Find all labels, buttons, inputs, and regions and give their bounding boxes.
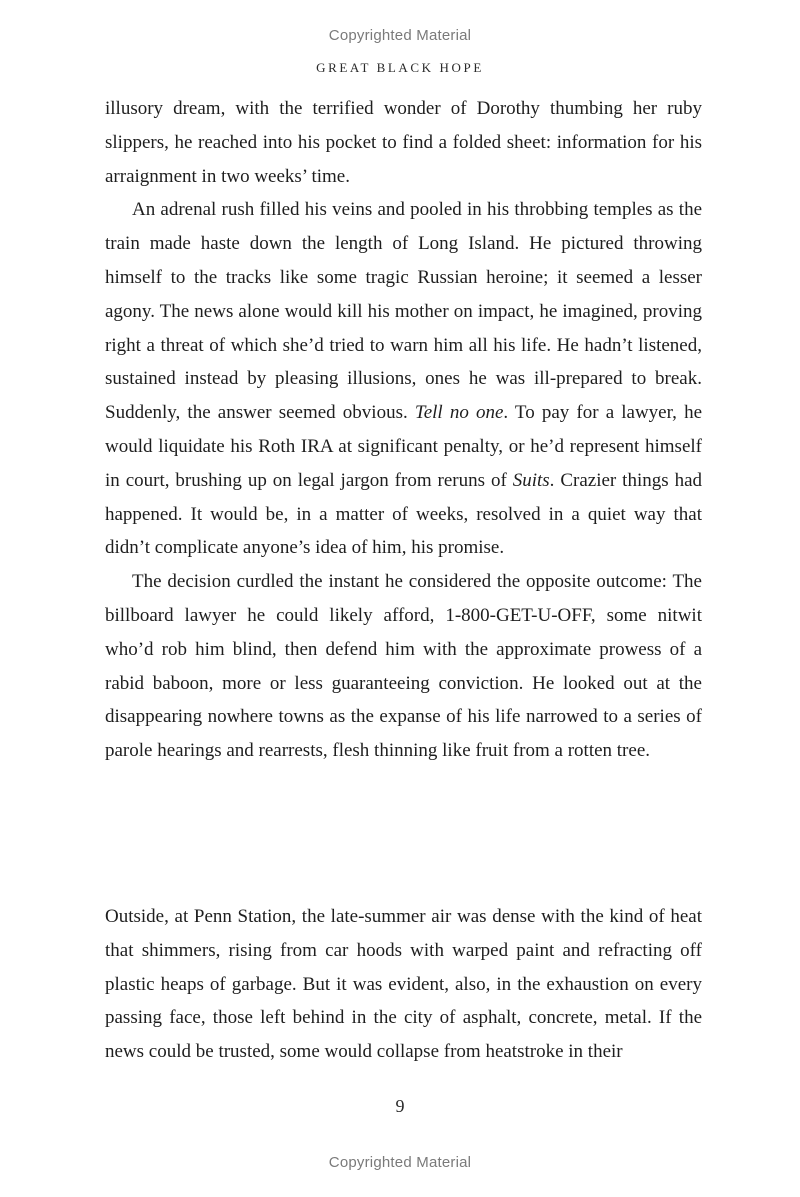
- paragraph-continued: illusory dream, with the terrified wonder of Dorothy thumbing her ruby slippers, he reached into his pocket to find a folded sheet: information for his arraignment in two weeks’ time.: [105, 98, 702, 187]
- paragraph-text: . Crazier things had happened. It would be, in a matter of weeks, resolved in a quiet way that didn’t complicate anyone’s idea of him, his promise.: [105, 469, 702, 559]
- copyright-watermark-bottom: Copyrighted Material: [328, 1154, 472, 1171]
- italic-title: Suits: [512, 469, 550, 491]
- copyright-watermark-top: Copyrighted Material: [328, 27, 472, 44]
- body-text-block: [105, 92, 702, 768]
- body-text-block-section-break: [105, 900, 702, 1069]
- paragraph-text: An adrenal rush filled his veins and pooled in his throbbing temples as the train made haste down the length of Long Island. He pictured throwing himself to the tracks like some tragic Russian heroine; it seemed a lesser agony. The news alone would kill his mother on impact, he imagined, proving right a threat of which she’d tried to warn him all his life. He hadn’t listened, sustained instead by pleasing illusions, ones he was ill-prepared to break. Suddenly, the answer seemed obvious.: [105, 199, 702, 424]
- running-head: GREAT BLACK HOPE: [316, 60, 484, 75]
- paragraph: [105, 193, 702, 565]
- italic-phrase: Tell no one: [414, 402, 504, 424]
- paragraph-section-start: Outside, at Penn Station, the late-summer air was dense with the kind of heat that shimmers, rising from car hoods with warped paint and refracting off plastic heaps of garbage. But it was evident, also, in the exhaustion on every passing face, those left behind in the city of asphalt, concrete, metal. If the news could be trusted, some would collapse from heatstroke in their: [105, 906, 702, 1063]
- page-number: 9: [395, 1096, 405, 1116]
- paragraph-text: . To pay for a lawyer, he would liquidate his Roth IRA at significant penalty, or he’d represent himself in court, brushing up on legal jargon from reruns of: [105, 402, 702, 491]
- paragraph: The decision curdled the instant he considered the opposite outcome: The billboard lawyer he could likely afford, 1-800-GET-U-OFF, some nitwit who’d rob him blind, then defend him with the approximate prowess of a rabid baboon, more or less guaranteeing conviction. He looked out at the disappearing nowhere towns as the expanse of his life narrowed to a series of parole hearings and rearrests, flesh thinning like fruit from a rotten tree.: [105, 571, 702, 762]
